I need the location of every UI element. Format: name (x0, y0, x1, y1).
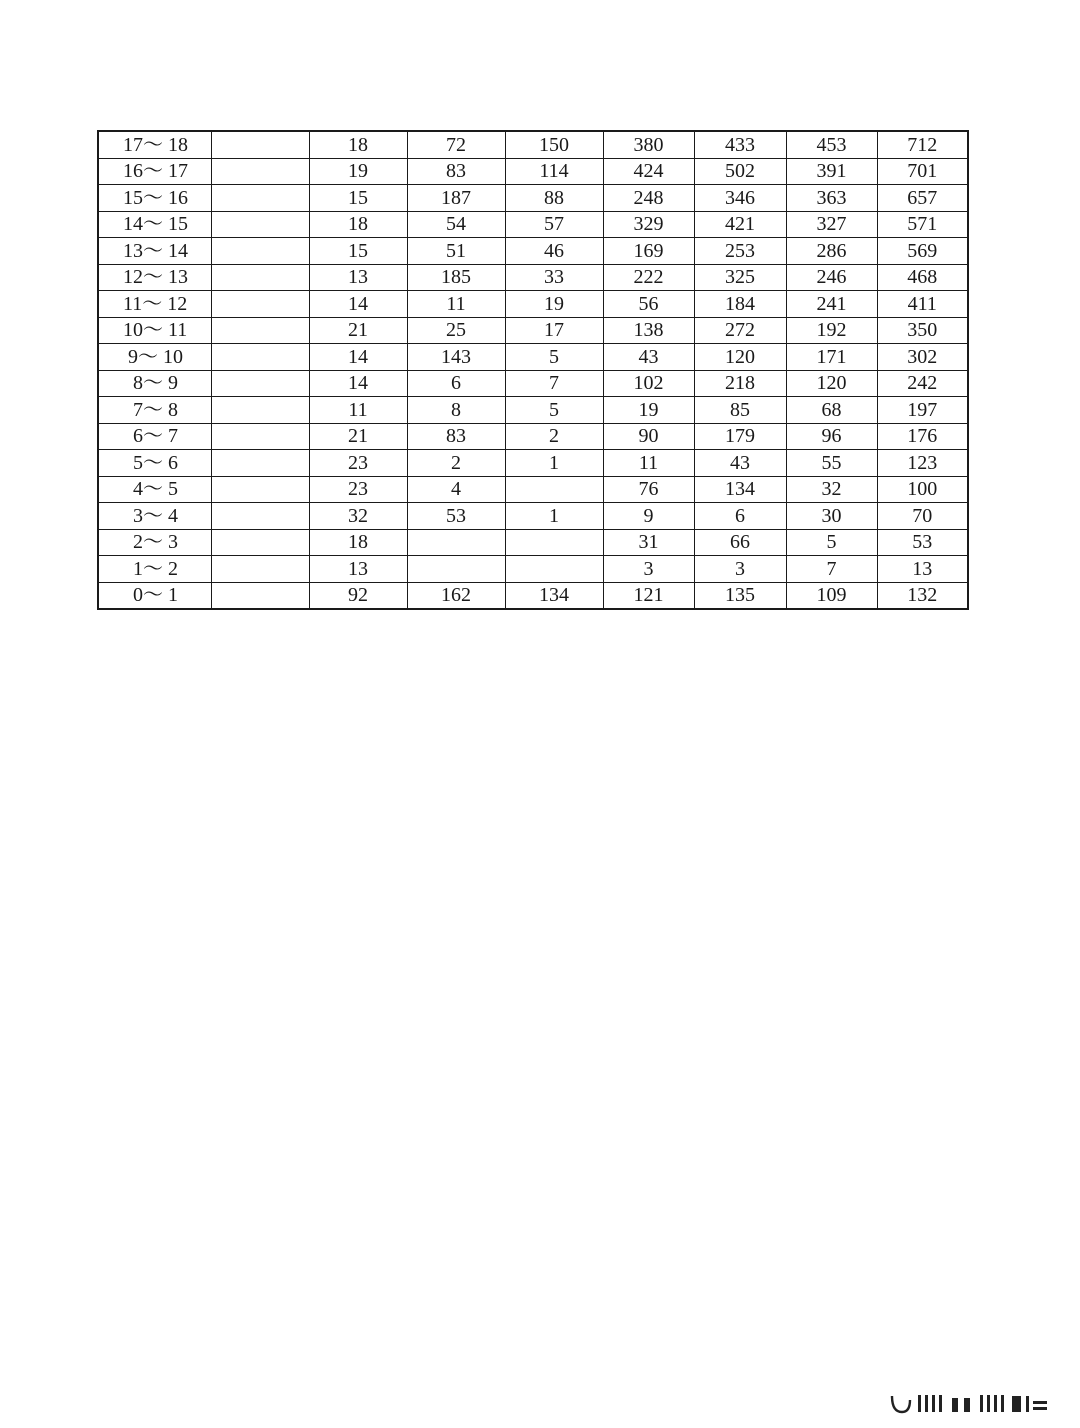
table-row (98, 131, 968, 158)
value-cell: 453 (786, 131, 877, 158)
value-cell: 9 (603, 503, 694, 530)
value-cell: 169 (603, 238, 694, 265)
value-cell: 171 (786, 344, 877, 371)
range-cell: 9～ 10 (98, 344, 211, 371)
value-cell: 433 (694, 131, 786, 158)
value-cell: 85 (694, 397, 786, 424)
value-cell: 135 (694, 582, 786, 609)
value-cell: 32 (786, 476, 877, 503)
value-cell: 18 (309, 131, 407, 158)
table-row (98, 582, 968, 609)
data-table (97, 130, 969, 610)
blank-cell (211, 556, 309, 583)
value-cell: 143 (407, 344, 505, 371)
value-cell: 7 (505, 370, 603, 397)
value-cell: 123 (877, 450, 968, 477)
value-cell: 18 (309, 529, 407, 556)
value-cell: 657 (877, 185, 968, 212)
value-cell: 21 (309, 423, 407, 450)
value-cell: 3 (694, 556, 786, 583)
value-cell: 179 (694, 423, 786, 450)
value-cell: 7 (786, 556, 877, 583)
table-row (98, 317, 968, 344)
value-cell (407, 556, 505, 583)
value-cell: 222 (603, 264, 694, 291)
range-cell: 11～ 12 (98, 291, 211, 318)
value-cell: 242 (877, 370, 968, 397)
value-cell: 5 (786, 529, 877, 556)
range-cell: 7～ 8 (98, 397, 211, 424)
table-body (98, 131, 968, 609)
value-cell: 70 (877, 503, 968, 530)
range-cell: 14～ 15 (98, 211, 211, 238)
table-row (98, 264, 968, 291)
value-cell: 96 (786, 423, 877, 450)
range-cell: 16～ 17 (98, 158, 211, 185)
value-cell: 8 (407, 397, 505, 424)
value-cell: 102 (603, 370, 694, 397)
value-cell: 329 (603, 211, 694, 238)
table-row (98, 344, 968, 371)
value-cell: 380 (603, 131, 694, 158)
value-cell: 43 (694, 450, 786, 477)
blank-cell (211, 582, 309, 609)
blank-cell (211, 397, 309, 424)
value-cell: 11 (603, 450, 694, 477)
value-cell: 100 (877, 476, 968, 503)
value-cell (505, 529, 603, 556)
value-cell: 327 (786, 211, 877, 238)
value-cell: 54 (407, 211, 505, 238)
value-cell: 14 (309, 370, 407, 397)
value-cell: 46 (505, 238, 603, 265)
value-cell: 302 (877, 344, 968, 371)
value-cell: 272 (694, 317, 786, 344)
value-cell: 25 (407, 317, 505, 344)
value-cell: 56 (603, 291, 694, 318)
value-cell: 13 (877, 556, 968, 583)
table-row (98, 238, 968, 265)
value-cell: 76 (603, 476, 694, 503)
value-cell: 92 (309, 582, 407, 609)
value-cell: 43 (603, 344, 694, 371)
value-cell: 176 (877, 423, 968, 450)
value-cell: 120 (786, 370, 877, 397)
value-cell: 286 (786, 238, 877, 265)
value-cell: 6 (694, 503, 786, 530)
value-cell: 51 (407, 238, 505, 265)
blank-cell (211, 158, 309, 185)
table-row (98, 423, 968, 450)
range-cell: 8～ 9 (98, 370, 211, 397)
blank-cell (211, 317, 309, 344)
table-row (98, 370, 968, 397)
value-cell: 5 (505, 344, 603, 371)
value-cell: 114 (505, 158, 603, 185)
blank-cell (211, 423, 309, 450)
value-cell: 88 (505, 185, 603, 212)
value-cell: 18 (309, 211, 407, 238)
blank-cell (211, 211, 309, 238)
value-cell: 66 (694, 529, 786, 556)
range-cell: 17～ 18 (98, 131, 211, 158)
value-cell: 4 (407, 476, 505, 503)
blank-cell (211, 450, 309, 477)
value-cell: 197 (877, 397, 968, 424)
value-cell: 68 (786, 397, 877, 424)
table-row (98, 450, 968, 477)
value-cell: 83 (407, 158, 505, 185)
value-cell: 502 (694, 158, 786, 185)
value-cell: 55 (786, 450, 877, 477)
range-cell: 2～ 3 (98, 529, 211, 556)
value-cell: 32 (309, 503, 407, 530)
range-cell: 15～ 16 (98, 185, 211, 212)
value-cell: 21 (309, 317, 407, 344)
value-cell: 363 (786, 185, 877, 212)
value-cell: 248 (603, 185, 694, 212)
value-cell: 184 (694, 291, 786, 318)
value-cell: 13 (309, 264, 407, 291)
table-row (98, 503, 968, 530)
value-cell: 134 (694, 476, 786, 503)
value-cell (407, 529, 505, 556)
value-cell: 187 (407, 185, 505, 212)
value-cell: 72 (407, 131, 505, 158)
value-cell: 138 (603, 317, 694, 344)
value-cell: 30 (786, 503, 877, 530)
value-cell: 90 (603, 423, 694, 450)
value-cell: 5 (505, 397, 603, 424)
value-cell: 3 (603, 556, 694, 583)
value-cell: 1 (505, 503, 603, 530)
value-cell: 13 (309, 556, 407, 583)
value-cell: 109 (786, 582, 877, 609)
value-cell: 391 (786, 158, 877, 185)
value-cell: 53 (407, 503, 505, 530)
value-cell: 11 (309, 397, 407, 424)
value-cell: 424 (603, 158, 694, 185)
blank-cell (211, 238, 309, 265)
range-cell: 0～ 1 (98, 582, 211, 609)
value-cell: 15 (309, 238, 407, 265)
value-cell: 6 (407, 370, 505, 397)
value-cell: 421 (694, 211, 786, 238)
value-cell: 19 (309, 158, 407, 185)
value-cell: 150 (505, 131, 603, 158)
value-cell: 120 (694, 344, 786, 371)
value-cell: 2 (407, 450, 505, 477)
value-cell: 31 (603, 529, 694, 556)
blank-cell (211, 185, 309, 212)
value-cell: 14 (309, 344, 407, 371)
table-row (98, 397, 968, 424)
blank-cell (211, 529, 309, 556)
value-cell: 2 (505, 423, 603, 450)
value-cell: 571 (877, 211, 968, 238)
value-cell: 468 (877, 264, 968, 291)
value-cell: 19 (603, 397, 694, 424)
value-cell: 325 (694, 264, 786, 291)
blank-cell (211, 131, 309, 158)
table-row (98, 291, 968, 318)
blank-cell (211, 344, 309, 371)
range-cell: 1～ 2 (98, 556, 211, 583)
value-cell: 121 (603, 582, 694, 609)
table-row (98, 211, 968, 238)
value-cell (505, 476, 603, 503)
value-cell: 246 (786, 264, 877, 291)
range-cell: 6～ 7 (98, 423, 211, 450)
table-row (98, 476, 968, 503)
value-cell: 411 (877, 291, 968, 318)
watermark-logo-icon (888, 1392, 1058, 1414)
value-cell: 218 (694, 370, 786, 397)
value-cell (505, 556, 603, 583)
value-cell: 33 (505, 264, 603, 291)
value-cell: 185 (407, 264, 505, 291)
value-cell: 1 (505, 450, 603, 477)
table-row (98, 185, 968, 212)
value-cell: 350 (877, 317, 968, 344)
value-cell: 162 (407, 582, 505, 609)
table-row (98, 158, 968, 185)
range-cell: 5～ 6 (98, 450, 211, 477)
value-cell: 83 (407, 423, 505, 450)
value-cell: 701 (877, 158, 968, 185)
value-cell: 23 (309, 450, 407, 477)
value-cell: 241 (786, 291, 877, 318)
value-cell: 134 (505, 582, 603, 609)
value-cell: 132 (877, 582, 968, 609)
range-cell: 10～ 11 (98, 317, 211, 344)
value-cell: 53 (877, 529, 968, 556)
blank-cell (211, 370, 309, 397)
value-cell: 57 (505, 211, 603, 238)
range-cell: 3～ 4 (98, 503, 211, 530)
value-cell: 11 (407, 291, 505, 318)
range-cell: 13～ 14 (98, 238, 211, 265)
value-cell: 192 (786, 317, 877, 344)
blank-cell (211, 264, 309, 291)
value-cell: 15 (309, 185, 407, 212)
value-cell: 712 (877, 131, 968, 158)
range-cell: 12～ 13 (98, 264, 211, 291)
value-cell: 17 (505, 317, 603, 344)
value-cell: 253 (694, 238, 786, 265)
blank-cell (211, 476, 309, 503)
value-cell: 19 (505, 291, 603, 318)
blank-cell (211, 291, 309, 318)
value-cell: 23 (309, 476, 407, 503)
blank-cell (211, 503, 309, 530)
range-cell: 4～ 5 (98, 476, 211, 503)
value-cell: 569 (877, 238, 968, 265)
table-row (98, 529, 968, 556)
value-cell: 14 (309, 291, 407, 318)
table-row (98, 556, 968, 583)
value-cell: 346 (694, 185, 786, 212)
